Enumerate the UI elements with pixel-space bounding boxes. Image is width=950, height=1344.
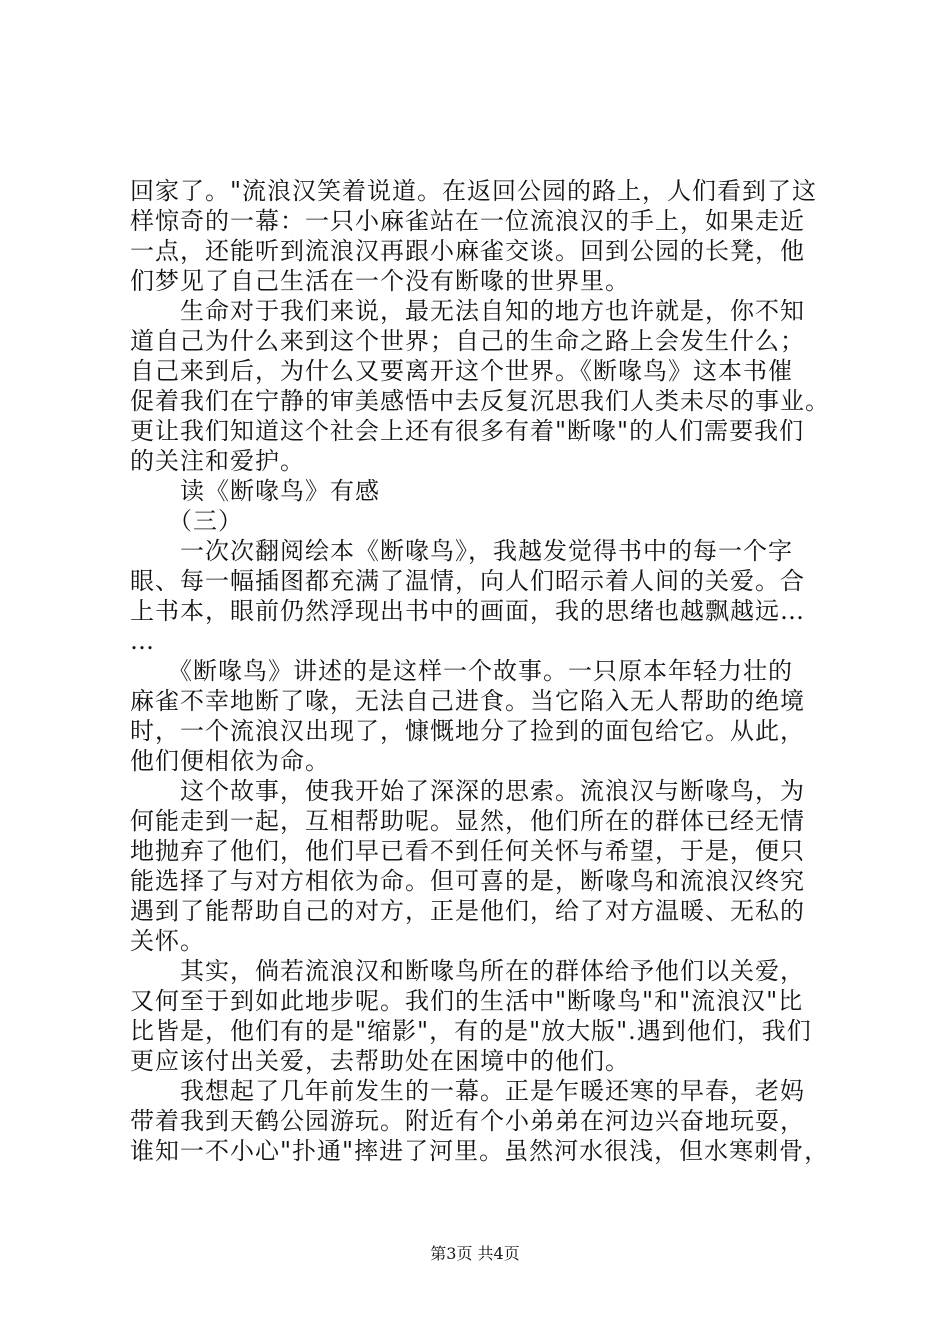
text-line: 比皆是，他们有的是"缩影"，有的是"放大版".遇到他们，我们 bbox=[130, 1017, 812, 1045]
text-line: 生命对于我们来说，最无法自知的地方也许就是，你不知 bbox=[130, 297, 805, 325]
text-line: 道自己为什么来到这个世界；自己的生命之路上会发生什么； bbox=[130, 327, 805, 355]
text-line: 《断喙鸟》讲述的是这样一个故事。一只原本年轻力壮的 bbox=[130, 657, 793, 685]
text-line: 一次次翻阅绘本《断喙鸟》，我越发觉得书中的每一个字 bbox=[130, 537, 793, 565]
section-number: （三） bbox=[130, 507, 243, 535]
text-line: 能选择了与对方相依为命。但可喜的是，断喙鸟和流浪汉终究 bbox=[130, 867, 805, 895]
text-line: 地抛弃了他们，他们早已看不到任何关怀与希望，于是，便只 bbox=[130, 837, 805, 865]
text-line: 其实，倘若流浪汉和断喙鸟所在的群体给予他们以关爱， bbox=[130, 957, 805, 985]
text-line: 遇到了能帮助自己的对方，正是他们，给了对方温暖、无私的 bbox=[130, 897, 805, 925]
text-line: 们梦见了自己生活在一个没有断喙的世界里。 bbox=[130, 267, 630, 295]
text-line: 一点，还能听到流浪汉再跟小麻雀交谈。回到公园的长凳，他 bbox=[130, 237, 805, 265]
text-line: 关怀。 bbox=[130, 927, 205, 955]
text-line: 更应该付出关爱，去帮助处在困境中的他们。 bbox=[130, 1047, 630, 1075]
text-line: 何能走到一起，互相帮助呢。显然，他们所在的群体已经无情 bbox=[130, 807, 805, 835]
section-title: 读《断喙鸟》有感 bbox=[130, 477, 380, 505]
text-line: 我想起了几年前发生的一幕。正是乍暖还寒的早春，老妈 bbox=[130, 1077, 805, 1105]
text-line: 样惊奇的一幕：一只小麻雀站在一位流浪汉的手上，如果走近 bbox=[130, 207, 805, 235]
text-line: 谁知一不小心"扑通"摔进了河里。虽然河水很浅，但水寒刺骨， bbox=[130, 1137, 830, 1165]
text-line: 眼、每一幅插图都充满了温情，向人们昭示着人间的关爱。合 bbox=[130, 567, 805, 595]
text-line: 促着我们在宁静的审美感悟中去反复沉思我们人类未尽的事业。 bbox=[130, 387, 830, 415]
text-line: 自己来到后，为什么又要离开这个世界。《断喙鸟》这本书催 bbox=[130, 357, 793, 385]
text-line: 带着我到天鹤公园游玩。附近有个小弟弟在河边兴奋地玩耍， bbox=[130, 1107, 805, 1135]
text-line: 他们便相依为命。 bbox=[130, 747, 330, 775]
text-line: 更让我们知道这个社会上还有很多有着"断喙"的人们需要我们 bbox=[130, 417, 805, 445]
page-number-footer: 第3页 共4页 bbox=[430, 1244, 520, 1263]
document-body bbox=[130, 176, 835, 1166]
text-line: … bbox=[130, 627, 155, 655]
text-line: 麻雀不幸地断了喙，无法自己进食。当它陷入无人帮助的绝境 bbox=[130, 687, 805, 715]
text-line: 的关注和爱护。 bbox=[130, 447, 305, 475]
text-line: 上书本，眼前仍然浮现出书中的画面，我的思绪也越飘越远… bbox=[130, 597, 805, 625]
text-line: 又何至于到如此地步呢。我们的生活中"断喙鸟"和"流浪汉"比 bbox=[130, 987, 804, 1015]
text-line: 时，一个流浪汉出现了，慷慨地分了捡到的面包给它。从此， bbox=[130, 717, 805, 745]
text-line: 这个故事，使我开始了深深的思索。流浪汉与断喙鸟，为 bbox=[130, 777, 805, 805]
text-line: 回家了。"流浪汉笑着说道。在返回公园的路上，人们看到了这 bbox=[130, 177, 818, 205]
